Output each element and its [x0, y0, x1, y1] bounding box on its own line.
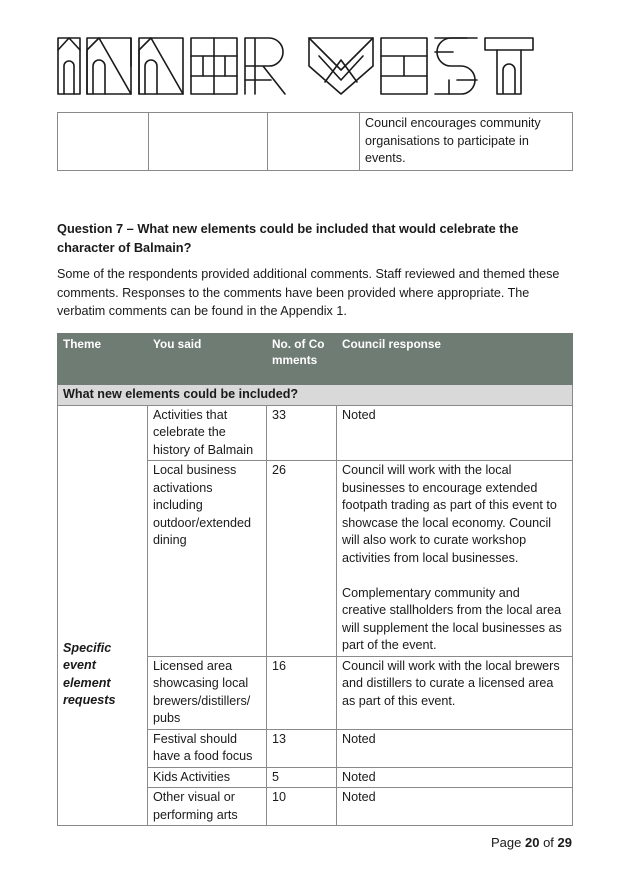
response-cell: Council will work with the local brewers and distillers to curate a licensed area as part of this event.	[337, 656, 573, 729]
response-cell	[337, 461, 573, 657]
count-cell: 33	[267, 405, 337, 461]
council-response-cell: Council encourages community organisations to participate in events.	[360, 113, 573, 171]
inner-west-logo	[57, 36, 535, 101]
you-said-cell: Festival should have a food focus	[148, 729, 267, 767]
page-current: 20	[524, 835, 540, 850]
header-theme: Theme	[58, 334, 148, 385]
response-paragraph: Complementary community and creative stallholders from the local area will supplement the local businesses as part of the event.	[342, 585, 562, 652]
table-subheading: What new elements could be included?	[58, 385, 573, 406]
you-said-cell: Kids Activities	[148, 767, 267, 788]
you-said-cell: Activities that celebrate the history of Balmain	[148, 405, 267, 461]
page-number	[491, 835, 572, 851]
you-said-cell: Licensed area showcasing local brewers/distillers/ pubs	[148, 656, 267, 729]
you-said-cell: Local business activations including outdoor/extended dining	[148, 461, 267, 657]
header-council-response: Council response	[337, 334, 573, 385]
table-subheading-row	[58, 385, 573, 406]
you-said-cell: Other visual or performing arts	[148, 788, 267, 826]
table-header-row	[58, 334, 573, 385]
page-of: of	[543, 835, 554, 850]
responses-table	[57, 333, 573, 826]
logo-letterforms	[57, 36, 535, 96]
header-no-of-comments: No. of Comments	[267, 334, 337, 385]
response-cell: Noted	[337, 767, 573, 788]
response-paragraph: Council will work with the local businesses to encourage extended footpath trading as part of this event to showcase the local economy. Council will also work to curate workshop activities from local businesses.	[342, 463, 557, 565]
count-cell: 10	[267, 788, 337, 826]
paragraph-spacer	[342, 567, 567, 585]
table-cell	[149, 113, 268, 171]
question-heading: Question 7 – What new elements could be included that would celebrate the character of Balmain?	[57, 221, 519, 255]
table-cell	[58, 113, 149, 171]
theme-cell: Specific event element requests	[58, 405, 148, 826]
continued-table	[57, 112, 573, 171]
count-cell: 13	[267, 729, 337, 767]
response-cell: Noted	[337, 788, 573, 826]
response-cell: Noted	[337, 729, 573, 767]
table-cell	[268, 113, 360, 171]
table-row	[58, 405, 573, 461]
page-prefix: Page	[490, 835, 522, 850]
table-row	[58, 113, 573, 171]
count-cell: 26	[267, 461, 337, 657]
intro-paragraph: Some of the respondents provided additional comments. Staff reviewed and themed these comments. Responses to the comments have been provided where appropriate. The verbatim comments can be found in the Appendix 1.	[57, 267, 560, 318]
header-you-said: You said	[148, 334, 267, 385]
response-cell: Noted	[337, 405, 573, 461]
page-total: 29	[557, 835, 572, 850]
count-cell: 5	[267, 767, 337, 788]
count-cell: 16	[267, 656, 337, 729]
